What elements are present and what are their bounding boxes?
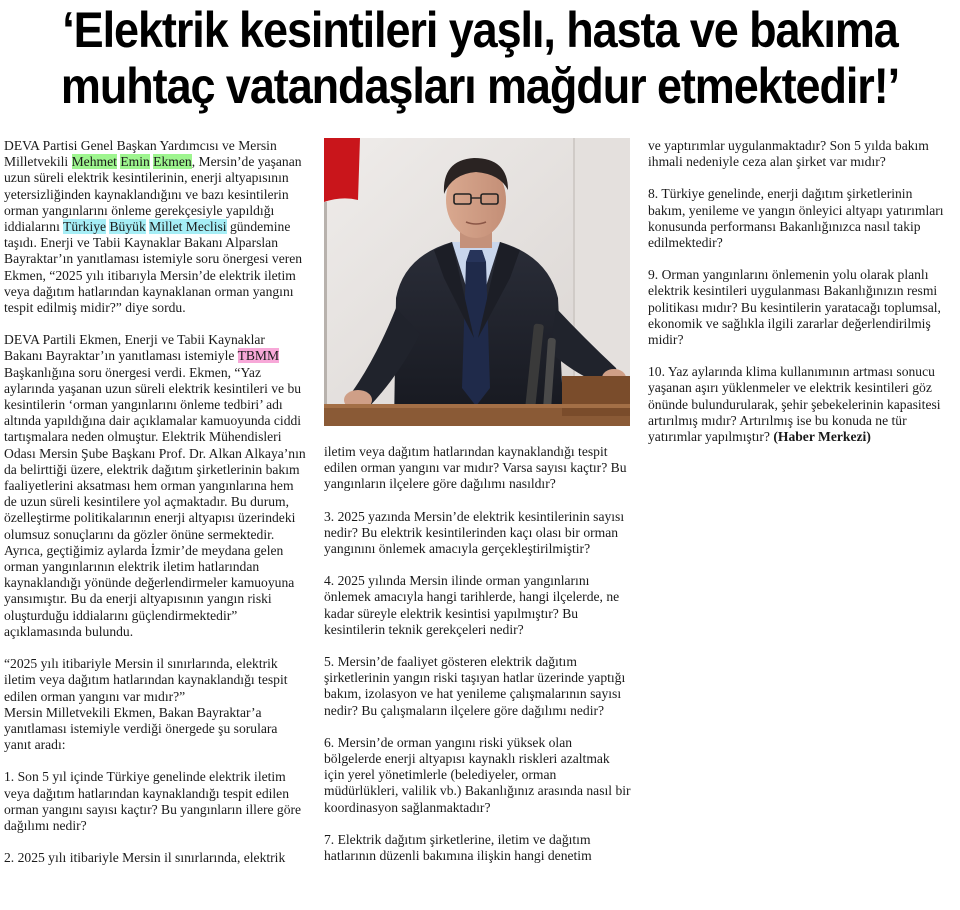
highlight-name: Ekmen bbox=[153, 154, 192, 170]
question-7-start: 7. Elektrik dağıtım şirketlerine, iletim ve dağıtım hatlarının düzenli bakımına ilişkin hangi denetim bbox=[324, 831, 592, 864]
question-3: 3. 2025 yazında Mersin’de elektrik kesintilerinin sayısı nedir? Bu elektrik kesintilerinden kaçı olası bir orman yangınını önlemek amacıyla gerçekleştirilmiştir? bbox=[324, 508, 625, 557]
paragraph-quote: “2025 yılı itibariyle Mersin il sınırlarında, elektrik iletim veya dağıtım hatlarından kaynaklandığı tespit edilen orman yangını var mıdır?” bbox=[4, 656, 288, 704]
highlight-parliament: Millet Meclisi bbox=[149, 219, 227, 235]
question-2-start: 2. 2025 yılı itibariyle Mersin il sınırlarında, elektrik bbox=[4, 850, 286, 866]
highlight-parliament: Büyük bbox=[109, 219, 146, 235]
speaker-at-podium-image bbox=[324, 138, 630, 426]
paragraph-statement: DEVA Partili Ekmen, Enerji ve Tabii Kaynaklar Bakanı Bayraktar’ın yanıtlaması istemiyle TBMM Başkanlığına soru önergesi verdi. Ekmen, “Yaz aylarında yaşanan uzun süreli elektrik kesintileri ve bu kesintilerin ‘orman yangınlarını önleme tedbiri’ adı altında yapıldığına dair açıklamalar kamuoyunda ciddi tartışmalara neden olmuştur. Elektrik Mühendisleri Odası Mersin Şube Başkanı Prof. Dr. Alkan Alkaya’nın da belirttiği üzere, elektrik dağıtım şirketlerinin bakım faaliyetlerini aksatması hem orman yangınlarına hem de uzun süreli kesintilere yol açmaktadır. Bu durum, özelleştirme politikalarının enerji altyapısı üzerindeki olumsuz sonuçlarını da gözler önüne sermektedir. Ayrıca, geçtiğimiz aylarda İzmir’de meydana gelen orman yangınlarının elektrik iletim hatlarından kaynaklandığı yönünde değerlendirmeler kamuoyuna yansımıştır. Bu da enerji altyapısının yangın riski oluşturduğu iddialarını güçlendirmektedir” açıklamasında bulundu. bbox=[4, 332, 306, 639]
article-column-1 bbox=[4, 138, 306, 866]
question-8: 8. Türkiye genelinde, enerji dağıtım şirketlerinin bakım, yenileme ve yangın önleyici altyapı yatırımları konusunda performansı Bakanlığınızca nasıl takip edilmektedir? bbox=[648, 186, 944, 251]
question-9: 9. Orman yangınlarını önlemenin yolu olarak planlı elektrik kesintileri uygulanması Bakanlığınızın resmi politikası mıdır? Bu kesintilerin yaratacağı toplumsal, ekonomik ve sağlıkla ilgili zararlar değerlendirilmiş midir? bbox=[648, 267, 941, 348]
headline bbox=[48, 2, 912, 114]
article-photo bbox=[324, 138, 630, 426]
question-5: 5. Mersin’de faaliyet gösteren elektrik dağıtım şirketlerinin yangın riski taşıyan hatlar üzerinde yaptığı bakım, izolasyon ve hat yenileme çalışmalarının sayısı nedir? Bu çalışmaların ilçelere göre dağılımı nedir? bbox=[324, 654, 626, 718]
article-column-2 bbox=[324, 444, 632, 864]
paragraph-questions-intro: Mersin Milletvekili Ekmen, Bakan Bayraktar’a yanıtlaması istemiyle verdiği önergede şu sorulara yanıt aradı: bbox=[4, 704, 278, 753]
highlight-parliament: Türkiye bbox=[63, 219, 107, 235]
question-7-end: ve yaptırımlar uygulanmaktadır? Son 5 yılda bakım ihmali nedeniyle ceza alan şirket var mıdır? bbox=[648, 138, 929, 170]
highlight-name: Emin bbox=[120, 154, 150, 170]
question-2-end: iletim veya dağıtım hatlarından kaynaklandığı tespit edilen orman yangını var mıdır? Varsa sayısı kaçtır? Bu yangınların ilçelere göre dağılımı nasıldır? bbox=[324, 444, 627, 492]
headline-line-2: muhtaç vatandaşları mağdur etmektedir!’ bbox=[60, 58, 900, 114]
highlight-name: Mehmet bbox=[71, 154, 117, 170]
highlight-tbmm: TBMM bbox=[237, 348, 280, 364]
paragraph-intro: DEVA Partisi Genel Başkan Yardımcısı ve Mersin Milletvekili Mehmet Emin Ekmen, Mersin’de yaşanan uzun süreli elektrik kesintilerinin, enerji altyapısının yetersizliğinden kaynaklandığını ve bazı kesintilerin orman yangınlarını önleme gerekçesiyle yapıldığı iddialarını Türkiye Büyük Millet Meclisi gündemine taşıdı. Enerji ve Tabii Kaynaklar Bakanı Alparslan Bayraktar’ın yanıtlaması istemiyle soru önergesi veren Ekmen, “2025 yılı itibarıyla Mersin’de elektrik iletim veya dağıtım hatlarından kaynaklanan orman yangını tespit edilmiş midir?” diye sordu. bbox=[4, 138, 303, 316]
article-column-3 bbox=[648, 138, 952, 461]
byline: (Haber Merkezi) bbox=[773, 429, 871, 445]
question-4: 4. 2025 yılında Mersin ilinde orman yangınlarını önlemek amacıyla hangi tarihlerde, hangi ilçelerde, ne kadar süreyle elektrik kesintisi yapılmıştır? Bu kesintilerin teknik gerekçeleri nedir? bbox=[324, 573, 620, 637]
question-6: 6. Mersin’de orman yangını riski yüksek olan bölgelerde enerji altyapısı kaynaklı riskleri azaltmak için yerel yönetimlerle (belediyeler, orman müdürlükleri, valilik vb.) Bakanlığınız arasında nasıl bir koordinasyon sağlanmaktadır? bbox=[324, 734, 631, 815]
question-10: 10. Yaz aylarında klima kullanımının artması sonucu yaşanan aşırı yüklenmeler ve elektrik kesintileri göz önünde bulundurularak, şehir şebekelerinin kapasitesi artırılmış mıdır? Artırılmış ise bu konuda ne tür yatırımlar yapılmıştır? (Haber Merkezi) bbox=[648, 364, 941, 445]
headline-line-1: ‘Elektrik kesintileri yaşlı, hasta ve bakıma bbox=[62, 2, 898, 58]
question-1: 1. Son 5 yıl içinde Türkiye genelinde elektrik iletim veya dağıtım hatlarından kaynaklandığı tespit edilen orman yangını sayısı kaçtır? Bu yangınların illere göre dağılımı nedir? bbox=[4, 769, 302, 833]
